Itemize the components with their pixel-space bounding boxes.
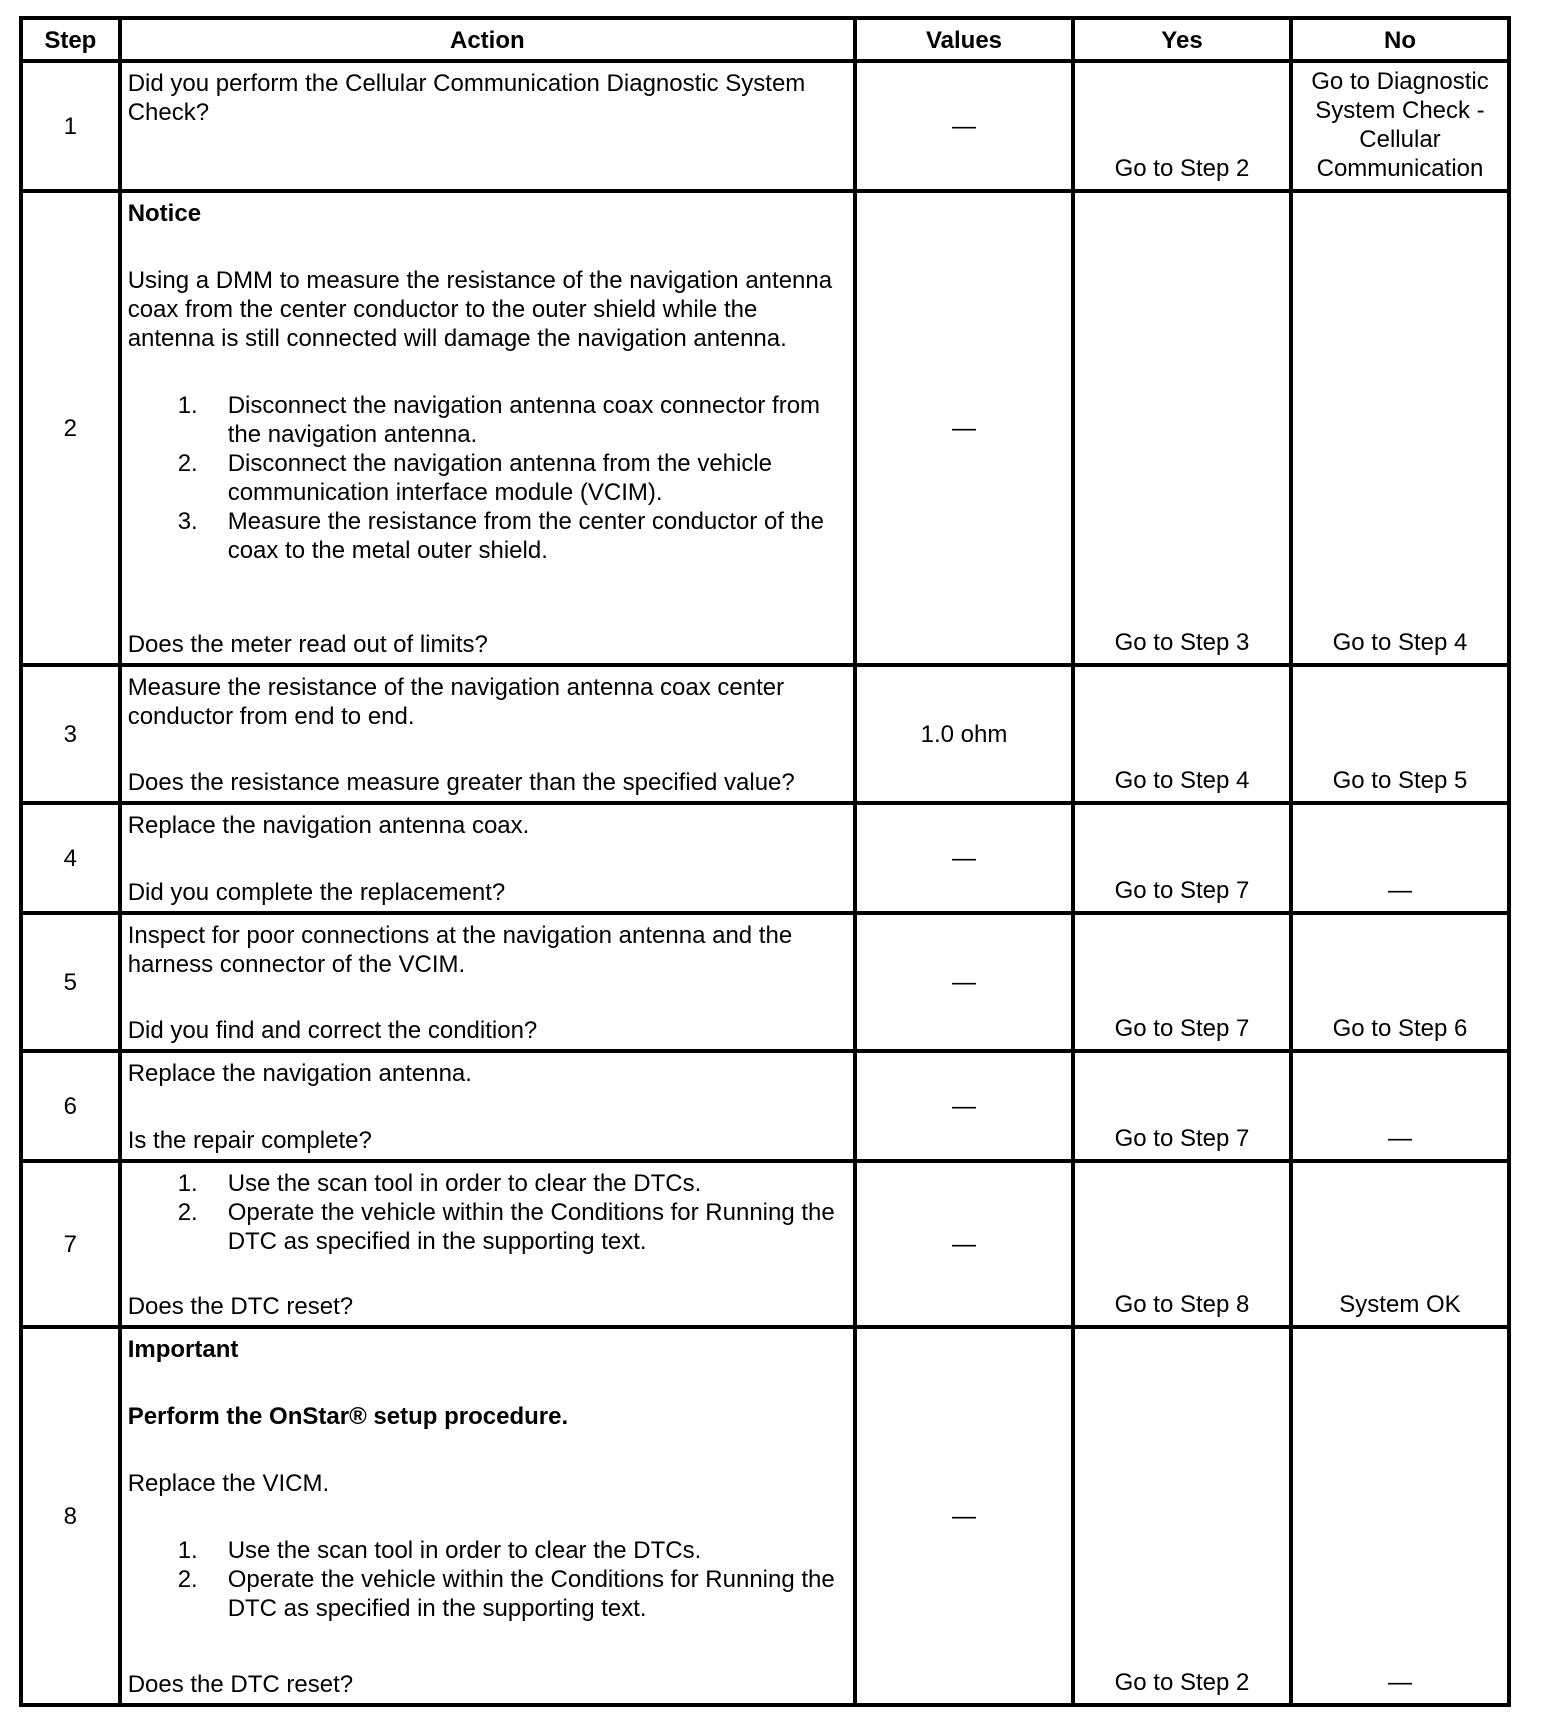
no-cell: — <box>1291 1051 1509 1161</box>
step-number: 7 <box>21 1161 120 1327</box>
value-cell: — <box>855 913 1073 1051</box>
bold-instruction: Perform the OnStar® setup procedure. <box>127 1403 569 1430</box>
action-text: Measure the resistance of the navigation antenna coax center conductor from end to end. <box>127 674 785 730</box>
notice-text: Using a DMM to measure the resistance of the navigation antenna coax from the center conductor to the outer shield while the antenna is still connected will damage the navigation antenna. <box>127 267 833 352</box>
table-row <box>21 191 1509 665</box>
header-no: No <box>1291 18 1509 61</box>
action-text: Replace the navigation antenna. <box>127 1060 472 1087</box>
yes-cell: Go to Step 2 <box>1073 1327 1291 1705</box>
action-text: Replace the navigation antenna coax. <box>127 812 530 839</box>
list-item: 1. Disconnect the navigation antenna coax connector from the navigation antenna. <box>177 392 821 448</box>
action-cell <box>120 1327 855 1705</box>
action-question: Does the resistance measure greater than the specified value? <box>127 769 795 796</box>
action-question: Does the DTC reset? <box>127 1293 354 1320</box>
action-question: Does the meter read out of limits? <box>127 631 488 658</box>
step-number: 1 <box>21 61 120 191</box>
value-cell: — <box>855 1327 1073 1705</box>
step-number: 8 <box>21 1327 120 1705</box>
header-values: Values <box>855 18 1073 61</box>
step-number: 5 <box>21 913 120 1051</box>
table-row <box>21 803 1509 913</box>
action-cell <box>120 1051 855 1161</box>
no-cell: Go to Step 4 <box>1291 191 1509 665</box>
step-list <box>128 1536 845 1623</box>
table-row <box>21 61 1509 191</box>
list-item: 1. Use the scan tool in order to clear the DTCs. <box>177 1537 702 1564</box>
action-cell <box>120 803 855 913</box>
action-cell <box>120 913 855 1051</box>
yes-cell: Go to Step 7 <box>1073 1051 1291 1161</box>
value-cell: — <box>855 191 1073 665</box>
action-cell <box>120 191 855 665</box>
value-cell: — <box>855 803 1073 913</box>
table-row <box>21 1161 1509 1327</box>
action-question: Did you find and correct the condition? <box>127 1017 538 1044</box>
value-cell: 1.0 ohm <box>855 665 1073 803</box>
list-item: 2. Disconnect the navigation antenna from the vehicle communication interface module (VCIM). <box>177 450 773 506</box>
action-cell <box>120 1161 855 1327</box>
action-text: Inspect for poor connections at the navigation antenna and the harness connector of the VCIM. <box>127 922 793 978</box>
no-cell: — <box>1291 1327 1509 1705</box>
action-text: Replace the VICM. <box>127 1470 330 1497</box>
step-number: 2 <box>21 191 120 665</box>
action-cell <box>120 61 855 191</box>
value-cell: — <box>855 1051 1073 1161</box>
table-row <box>21 665 1509 803</box>
important-heading: Important <box>127 1336 239 1363</box>
no-cell: Go to Diagnostic System Check - Cellular Communication <box>1291 61 1509 191</box>
notice-heading: Notice <box>127 200 202 227</box>
table-row <box>21 1327 1509 1705</box>
no-cell: Go to Step 6 <box>1291 913 1509 1051</box>
action-question: Does the DTC reset? <box>127 1671 354 1698</box>
no-cell: System OK <box>1291 1161 1509 1327</box>
step-number: 6 <box>21 1051 120 1161</box>
step-number: 3 <box>21 665 120 803</box>
table-row <box>21 913 1509 1051</box>
header-action: Action <box>120 18 855 61</box>
list-item: 1. Use the scan tool in order to clear the DTCs. <box>177 1170 702 1197</box>
value-cell: — <box>855 1161 1073 1327</box>
step-number: 4 <box>21 803 120 913</box>
no-cell: — <box>1291 803 1509 913</box>
action-question: Is the repair complete? <box>127 1127 372 1154</box>
step-list <box>128 1169 845 1256</box>
yes-cell: Go to Step 2 <box>1073 61 1291 191</box>
no-cell: Go to Step 5 <box>1291 665 1509 803</box>
action-cell <box>120 665 855 803</box>
yes-cell: Go to Step 8 <box>1073 1161 1291 1327</box>
yes-cell: Go to Step 3 <box>1073 191 1291 665</box>
yes-cell: Go to Step 7 <box>1073 803 1291 913</box>
action-question: Did you complete the replacement? <box>127 879 506 906</box>
yes-cell: Go to Step 7 <box>1073 913 1291 1051</box>
step-list <box>128 391 845 565</box>
header-step: Step <box>21 18 120 61</box>
header-yes: Yes <box>1073 18 1291 61</box>
header-row <box>21 18 1509 61</box>
table-row <box>21 1051 1509 1161</box>
value-cell: — <box>855 61 1073 191</box>
list-item: 2. Operate the vehicle within the Conditions for Running the DTC as specified in the supporting text. <box>177 1566 835 1622</box>
action-text: Did you perform the Cellular Communication Diagnostic System Check? <box>127 70 806 126</box>
list-item: 2. Operate the vehicle within the Conditions for Running the DTC as specified in the supporting text. <box>177 1199 835 1255</box>
yes-cell: Go to Step 4 <box>1073 665 1291 803</box>
diagnostic-table <box>19 16 1511 1707</box>
list-item: 3. Measure the resistance from the center conductor of the coax to the metal outer shield. <box>177 508 824 564</box>
